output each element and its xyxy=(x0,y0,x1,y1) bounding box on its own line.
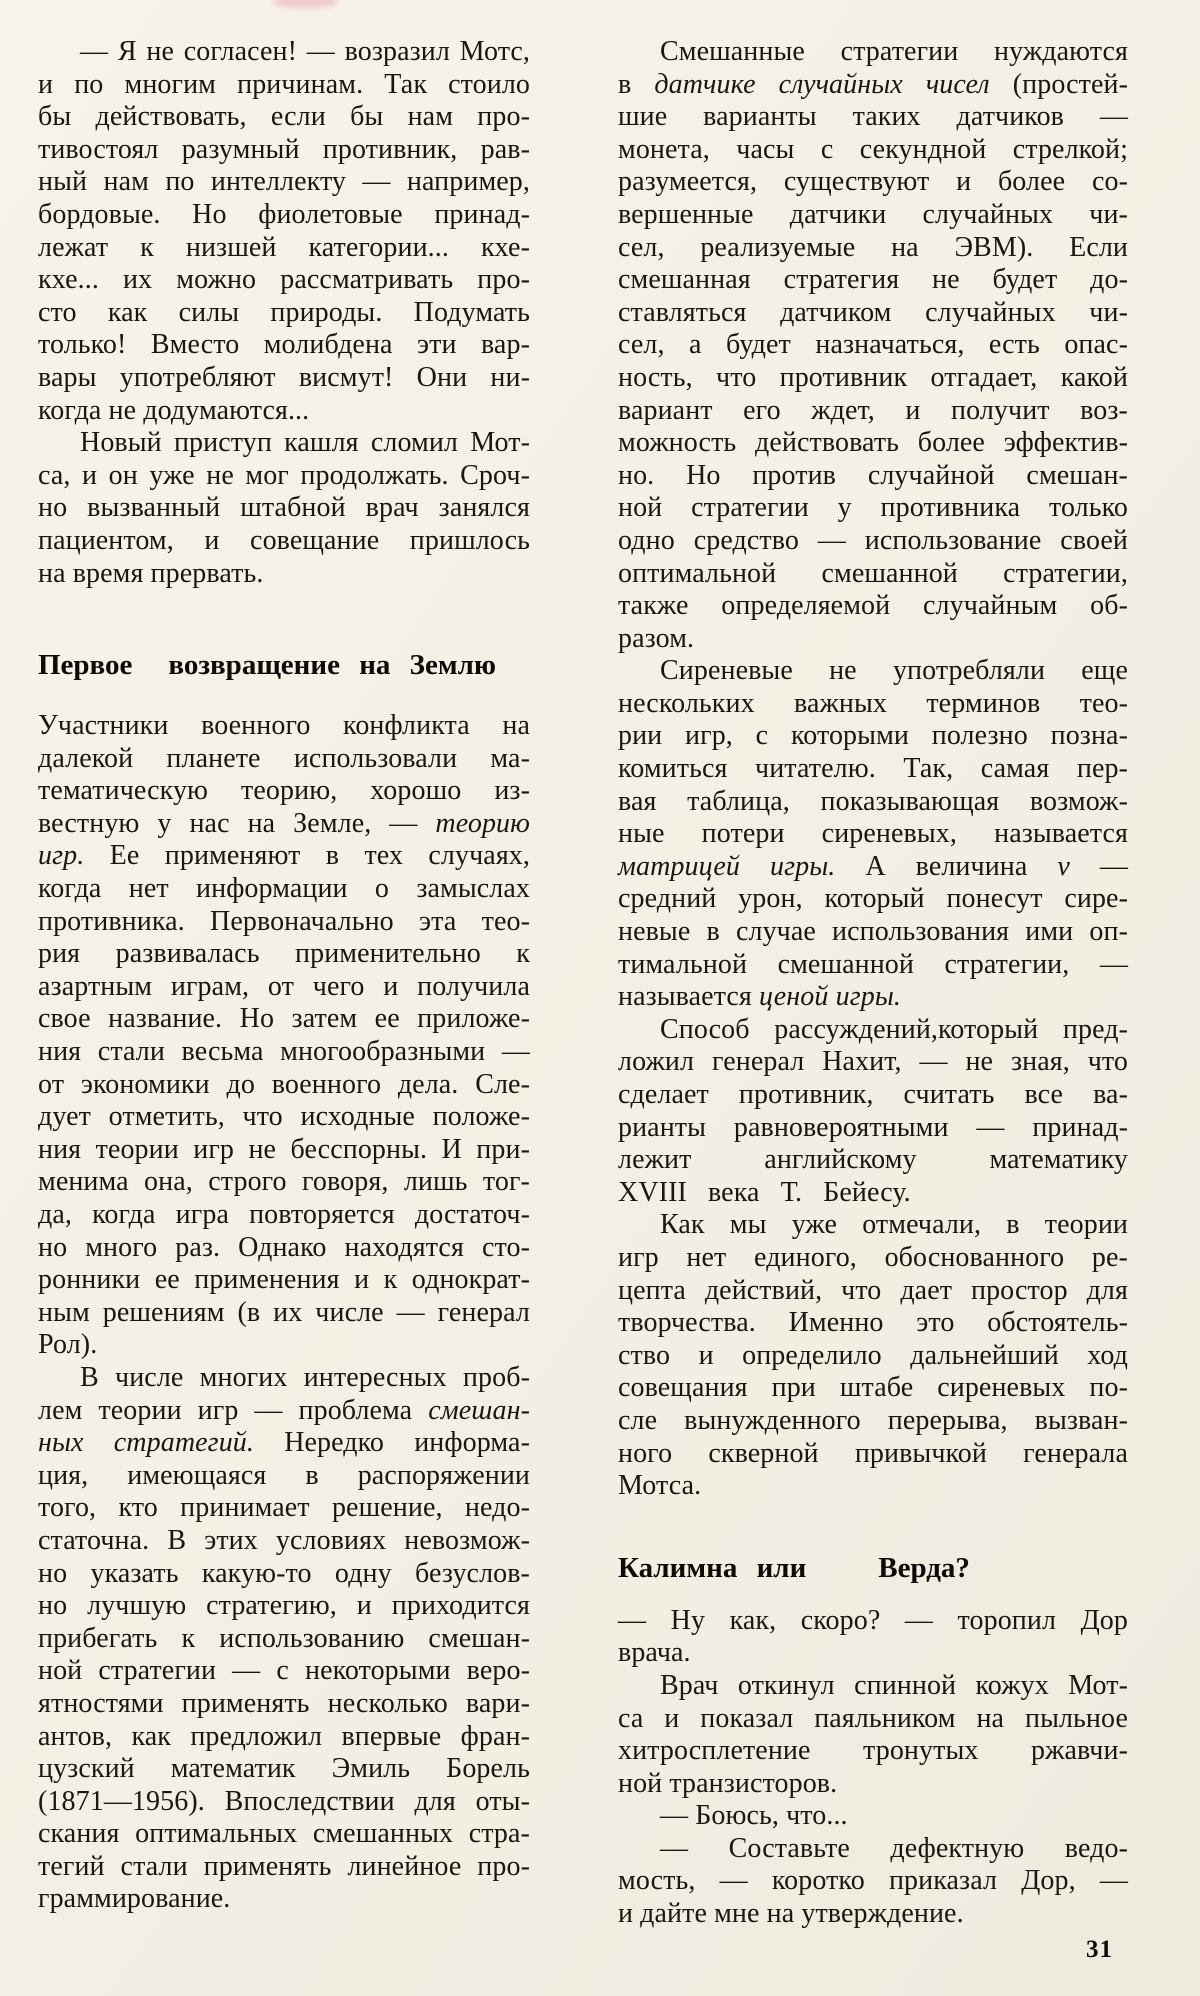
scan-smudge xyxy=(272,0,338,8)
text-line xyxy=(38,808,530,841)
text-run: в xyxy=(618,68,655,100)
text-run: только! Вместо молибдена эти вар- xyxy=(38,329,530,361)
text-line xyxy=(38,1134,530,1167)
italic-text-run: игр. xyxy=(38,840,85,872)
text-run: игр нет единого, обоснованного ре- xyxy=(618,1241,1128,1273)
text-run: (1871—1956). Впоследствии для оты- xyxy=(38,1785,530,1817)
text-line xyxy=(618,720,1128,753)
section-heading xyxy=(618,1551,1128,1585)
text-line xyxy=(38,1818,530,1851)
text-run: бордовые. Но фиолетовые принад- xyxy=(38,198,530,230)
text-line xyxy=(38,427,530,460)
text-run: — Составьте дефектную ведо- xyxy=(660,1832,1128,1864)
italic-text-run: датчике случайных чисел xyxy=(654,68,990,100)
text-run: Ее применяют в тех случаях, xyxy=(84,840,530,872)
text-run: прибегать к использованию смешан- xyxy=(38,1622,530,1654)
text-line xyxy=(38,36,530,69)
text-run: также определяемой случайным об- xyxy=(618,590,1128,622)
text-line xyxy=(618,590,1128,623)
text-line xyxy=(618,1405,1128,1438)
text-line xyxy=(38,775,530,808)
text-run: ной транзисторов. xyxy=(618,1767,838,1799)
text-line xyxy=(618,134,1128,167)
italic-text-run: теорию xyxy=(435,807,530,839)
text-run: да, когда игра повторяется достаточ- xyxy=(38,1199,530,1230)
italic-text-run: матрицей игры. xyxy=(618,850,836,882)
text-run: Как мы уже отмечали, в теории xyxy=(660,1209,1128,1241)
text-run: скания оптимальных смешанных стра- xyxy=(38,1818,530,1850)
text-line xyxy=(618,1438,1128,1471)
text-run: ставляться датчиком случайных чи- xyxy=(618,296,1128,328)
text-run: сто как силы природы. Подумать xyxy=(38,296,530,328)
text-run: свое название. Но затем ее приложе- xyxy=(38,1003,530,1035)
text-run: — Ну как, скоро? — торопил Дор xyxy=(618,1604,1128,1636)
text-line xyxy=(38,460,530,493)
text-line xyxy=(618,1768,1128,1801)
text-run: Рол). xyxy=(38,1329,98,1361)
text-run: ция, имеющаяся в распоряжении xyxy=(38,1459,530,1491)
text-run: рии игр, с которыми полезно позна- xyxy=(618,720,1128,752)
text-line xyxy=(38,1590,530,1623)
text-line xyxy=(38,297,530,330)
heading-segment: Первое xyxy=(38,649,133,682)
right-column xyxy=(618,36,1128,1931)
text-run: вая таблица, показывающая возмож- xyxy=(618,785,1128,817)
text-run: Нередко информа- xyxy=(254,1427,530,1459)
text-run: (простей- xyxy=(989,68,1129,100)
text-line xyxy=(38,1851,530,1884)
text-line xyxy=(618,1670,1128,1703)
heading-segment: Верда? xyxy=(878,1551,970,1584)
text-run: В числе многих интересных проб- xyxy=(80,1361,530,1393)
text-line xyxy=(618,916,1128,949)
text-line xyxy=(38,69,530,102)
text-line xyxy=(618,949,1128,982)
text-line xyxy=(38,906,530,939)
section-heading xyxy=(38,648,530,682)
text-line xyxy=(618,297,1128,330)
text-line xyxy=(38,395,530,428)
left-column xyxy=(38,36,530,1916)
text-run: Участники военного конфликта на xyxy=(38,710,530,742)
text-line xyxy=(38,1003,530,1036)
text-line xyxy=(618,492,1128,525)
text-run: но указать какую-то одну безуслов- xyxy=(38,1557,530,1589)
text-line xyxy=(38,1460,530,1493)
text-run: XVIII века Т. Бейесу. xyxy=(618,1176,911,1208)
text-run: тегий стали применять линейное про- xyxy=(38,1850,530,1882)
text-run: нескольких важных терминов тео- xyxy=(618,687,1128,719)
text-run: комиться читателю. Так, самая пер- xyxy=(618,753,1128,785)
italic-text-run: ных стратегий. xyxy=(38,1427,254,1459)
text-run: на время прервать. xyxy=(38,557,264,589)
text-run: тимальной смешанной стратегии, — xyxy=(618,948,1128,980)
text-run: дует отметить, что исходные положе- xyxy=(38,1101,530,1133)
text-run: средний урон, который понесут сире- xyxy=(618,883,1128,915)
text-line xyxy=(38,840,530,873)
text-run: тематическую теорию, хорошо из- xyxy=(38,775,530,807)
text-run: вары употребляют висмут! Они ни- xyxy=(38,361,530,393)
text-line xyxy=(618,1275,1128,1308)
text-run: далекой планете использовали ма- xyxy=(38,742,530,774)
text-run: пациентом, и совещание пришлось xyxy=(38,524,530,556)
text-run: лежит английскому математику xyxy=(618,1144,1128,1176)
heading-segment: Калимна или xyxy=(618,1551,807,1584)
text-run: но. Но против случайной смешан- xyxy=(618,459,1128,491)
text-line xyxy=(38,1525,530,1558)
text-run: са и показал паяльником на пыльное xyxy=(618,1702,1128,1734)
text-line xyxy=(618,427,1128,460)
text-line xyxy=(618,753,1128,786)
text-line xyxy=(38,1786,530,1819)
text-line xyxy=(618,1177,1128,1210)
text-line xyxy=(38,710,530,743)
text-run: и дайте мне на утверждение. xyxy=(618,1898,964,1930)
text-line xyxy=(38,264,530,297)
italic-text-run: ценой игры. xyxy=(758,981,901,1013)
text-line xyxy=(618,1637,1128,1670)
text-line xyxy=(618,1898,1128,1931)
text-run: Новый приступ кашля сломил Мот- xyxy=(80,427,530,459)
text-line xyxy=(618,525,1128,558)
text-run: того, кто принимает решение, недо- xyxy=(38,1492,530,1524)
text-line xyxy=(38,1166,530,1199)
text-run: невые в случае использования ими оп- xyxy=(618,916,1128,948)
text-run: лем теории игр — проблема xyxy=(38,1394,429,1426)
text-run: Врач откинул спинной кожух Мот- xyxy=(660,1669,1128,1701)
text-line xyxy=(38,971,530,1004)
text-run: одно средство — использование своей xyxy=(618,524,1128,556)
text-line xyxy=(38,101,530,134)
text-line xyxy=(38,1753,530,1786)
text-line xyxy=(618,818,1128,851)
text-run: сел, а будет назначаться, есть опас- xyxy=(618,329,1128,361)
heading-segment: возвращение на Землю xyxy=(168,649,497,682)
text-run: цепта действий, что дает простор для xyxy=(618,1274,1128,1306)
text-line xyxy=(38,1558,530,1591)
text-run: когда не додумаются... xyxy=(38,394,310,426)
page-number: 31 xyxy=(1086,1936,1113,1963)
text-line xyxy=(38,938,530,971)
text-run: — Боюсь, что... xyxy=(660,1800,848,1832)
text-run: мость, — коротко приказал Дор, — xyxy=(618,1865,1128,1897)
text-line xyxy=(618,1605,1128,1638)
text-run: — Я не согласен! — возразил Мотс, xyxy=(80,36,530,67)
text-line xyxy=(618,1703,1128,1736)
text-run: ный нам по интеллекту — например, xyxy=(38,166,530,198)
text-line xyxy=(38,1101,530,1134)
text-line xyxy=(38,1264,530,1297)
text-run: оптимальной смешанной стратегии, xyxy=(618,557,1128,589)
text-run: цузский математик Эмиль Борель xyxy=(38,1753,530,1785)
text-line xyxy=(38,1655,530,1688)
text-run: ного скверной привычкой генерала xyxy=(618,1437,1128,1469)
text-run: разумеется, существуют и более со- xyxy=(618,166,1128,198)
text-line xyxy=(38,558,530,591)
text-line xyxy=(618,981,1128,1014)
italic-text-run: v xyxy=(1057,850,1070,882)
text-line xyxy=(38,1427,530,1460)
text-run: но вызванный штабной врач занялся xyxy=(38,492,530,524)
text-line xyxy=(38,232,530,265)
text-line xyxy=(618,166,1128,199)
text-run: совещания при штабе сиреневых по- xyxy=(618,1372,1128,1404)
text-run: ятностями применять несколько вари- xyxy=(38,1687,530,1719)
text-run: ность, что противник отгадает, какой xyxy=(618,361,1128,393)
text-line xyxy=(38,1395,530,1428)
text-line xyxy=(38,743,530,776)
text-run: творчества. Именно это обстоятель- xyxy=(618,1307,1128,1339)
text-line xyxy=(618,1144,1128,1177)
text-line xyxy=(618,558,1128,591)
text-line xyxy=(38,362,530,395)
text-line xyxy=(618,1833,1128,1866)
text-line xyxy=(38,1199,530,1232)
text-run: азартным играм, от чего и получила xyxy=(38,970,530,1002)
text-run: сел, реализуемые на ЭВМ). Если xyxy=(618,231,1128,263)
text-run: кхе... их можно рассматривать про- xyxy=(38,264,530,296)
text-line xyxy=(38,199,530,232)
text-line xyxy=(618,1372,1128,1405)
text-run: ной стратегии у противника только xyxy=(618,492,1128,524)
text-run: Смешанные стратегии нуждаются xyxy=(660,36,1128,67)
text-run: ложил генерал Нахит, — не зная, что xyxy=(618,1046,1128,1078)
text-line xyxy=(618,883,1128,916)
text-run: от экономики до военного дела. Сле- xyxy=(38,1068,530,1100)
text-line xyxy=(618,199,1128,232)
text-line xyxy=(38,1069,530,1102)
text-run: ния теории игр не бесспорны. И при- xyxy=(38,1133,530,1165)
text-run: статочна. В этих условиях невозмож- xyxy=(38,1524,530,1556)
text-run: — xyxy=(1069,850,1128,882)
text-run: шие варианты таких датчиков — xyxy=(618,101,1128,133)
italic-text-run: смешан- xyxy=(428,1394,530,1426)
text-run: вершенные датчики случайных чи- xyxy=(618,198,1128,230)
text-line xyxy=(38,1329,530,1362)
text-line xyxy=(618,69,1128,102)
text-run: разом. xyxy=(618,622,695,654)
text-line xyxy=(618,623,1128,656)
text-run: ронники ее применения и к однократ- xyxy=(38,1264,530,1296)
text-run: ния стали весьма многообразными — xyxy=(38,1036,530,1068)
text-run: лежат к низшей категории... кхе- xyxy=(38,231,530,263)
text-run: и по многим причинам. Так стоило xyxy=(38,68,530,100)
text-line xyxy=(38,1036,530,1069)
text-line xyxy=(38,1297,530,1330)
text-line xyxy=(618,395,1128,428)
text-run: но лучшую стратегию, и приходится xyxy=(38,1590,530,1622)
text-line xyxy=(618,1340,1128,1373)
text-run: когда нет информации о замыслах xyxy=(38,873,530,905)
text-run: врача. xyxy=(618,1637,691,1669)
text-run: сделает противник, считать все ва- xyxy=(618,1079,1128,1110)
text-run: ным решениям (в их числе — генерал xyxy=(38,1296,530,1328)
text-line xyxy=(618,1046,1128,1079)
text-run: вестную у нас на Земле, — xyxy=(38,807,436,839)
text-line xyxy=(618,1209,1128,1242)
text-run: можность действовать более эффектив- xyxy=(618,427,1128,459)
text-line xyxy=(618,1735,1128,1768)
text-line xyxy=(38,1492,530,1525)
text-line xyxy=(38,1883,530,1916)
text-line xyxy=(618,329,1128,362)
text-line xyxy=(38,1623,530,1656)
text-line xyxy=(618,264,1128,297)
text-line xyxy=(38,329,530,362)
text-line xyxy=(618,851,1128,884)
text-line xyxy=(618,655,1128,688)
text-run: но много раз. Однако находятся сто- xyxy=(38,1231,530,1263)
text-line xyxy=(38,166,530,199)
text-line xyxy=(38,1362,530,1395)
text-line xyxy=(38,873,530,906)
text-line xyxy=(618,1242,1128,1275)
text-run: ство и определило дальнейший ход xyxy=(618,1339,1128,1371)
text-line xyxy=(618,1865,1128,1898)
text-line xyxy=(618,460,1128,493)
text-line xyxy=(618,362,1128,395)
text-run: рианты равновероятными — принад- xyxy=(618,1111,1128,1143)
text-run: менима она, строго говоря, лишь тог- xyxy=(38,1166,530,1198)
text-line xyxy=(38,1232,530,1265)
text-run: бы действовать, если бы нам про- xyxy=(38,101,530,133)
text-run: хитросплетение тронутых ржавчи- xyxy=(618,1735,1128,1767)
text-run: сле вынужденного перерыва, вызван- xyxy=(618,1404,1128,1436)
text-line xyxy=(38,1721,530,1754)
text-line xyxy=(618,36,1128,69)
text-run: А величина xyxy=(835,850,1058,882)
text-run: Мотса. xyxy=(618,1470,702,1502)
text-line xyxy=(618,1470,1128,1503)
text-run: са, и он уже не мог продолжать. Сроч- xyxy=(38,459,530,491)
text-line xyxy=(618,101,1128,134)
text-line xyxy=(618,232,1128,265)
text-line xyxy=(618,1014,1128,1047)
text-run: вариант его ждет, и получит воз- xyxy=(618,394,1128,426)
text-run: называется xyxy=(618,981,759,1013)
text-run: противника. Первоначально эта тео- xyxy=(38,905,530,937)
text-run: Способ рассуждений,который пред- xyxy=(660,1013,1128,1045)
text-run: тивостоял разумный противник, рав- xyxy=(38,133,530,165)
text-line xyxy=(618,1800,1128,1833)
text-line xyxy=(618,786,1128,819)
text-line xyxy=(38,492,530,525)
text-line xyxy=(38,134,530,167)
text-run: ной стратегии — с некоторыми веро- xyxy=(38,1655,530,1687)
text-line xyxy=(618,1112,1128,1145)
text-line xyxy=(618,688,1128,721)
text-line xyxy=(618,1307,1128,1340)
text-line xyxy=(618,1079,1128,1112)
text-run: рия развивалась применительно к xyxy=(38,938,530,970)
text-run: смешанная стратегия не будет до- xyxy=(618,264,1128,296)
text-run: граммирование. xyxy=(38,1883,231,1915)
text-run: ные потери сиреневых, называется xyxy=(618,818,1128,850)
text-run: антов, как предложил впервые фран- xyxy=(38,1720,530,1752)
text-run: Сиреневые не употребляли еще xyxy=(660,655,1128,687)
text-line xyxy=(38,1688,530,1721)
text-line xyxy=(38,525,530,558)
text-run: монета, часы с секундной стрелкой; xyxy=(618,133,1128,165)
